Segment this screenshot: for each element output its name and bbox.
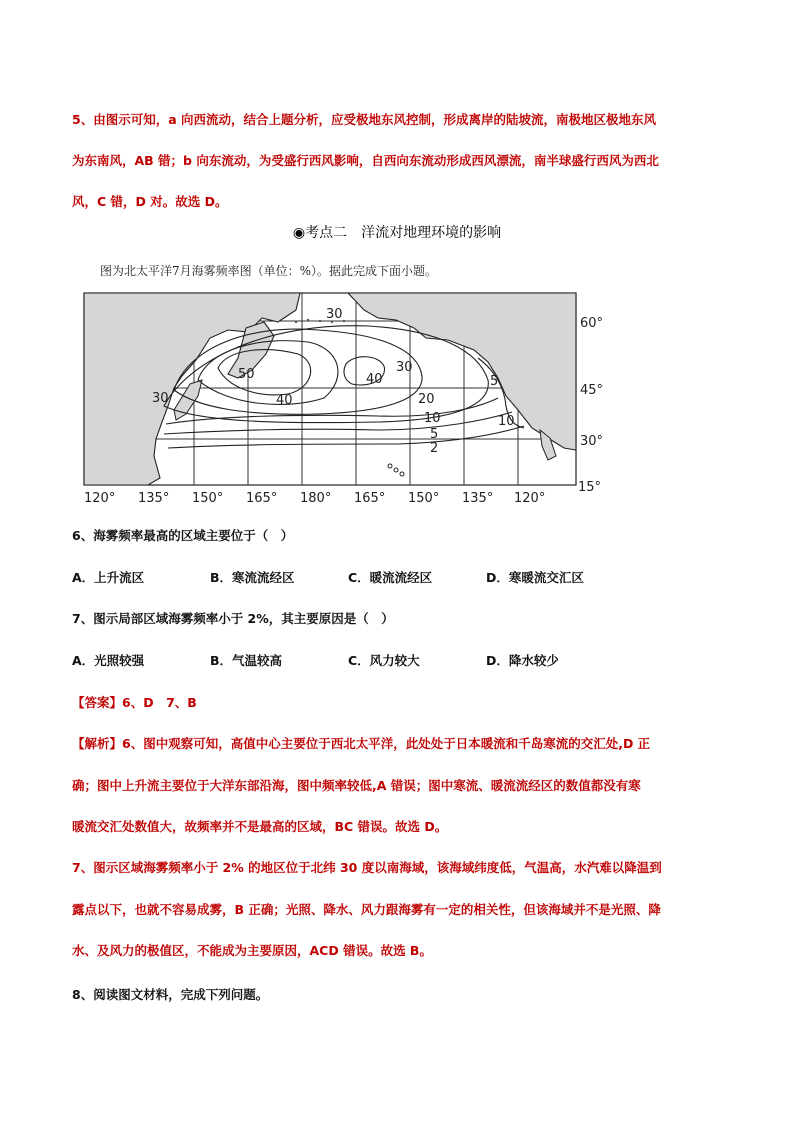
question-6-stem: 6、海雾频率最高的区域主要位于（ ） bbox=[72, 528, 294, 543]
contour-label: 10 bbox=[498, 414, 515, 429]
question-6-option-c[interactable]: C．暖流流经区 bbox=[348, 570, 433, 585]
analysis-line-4: 7、图示区域海雾频率小于 2% 的地区位于北纬 30 度以南海域，该海域纬度低，气温高，水汽难以降温到 bbox=[72, 860, 662, 875]
analysis-line-3: 暖流交汇处数值大，故频率并不是最高的区域，BC 错误。故选 D。 bbox=[72, 819, 448, 834]
lon-label: 150° bbox=[192, 491, 224, 506]
contour-label: 50 bbox=[238, 367, 255, 382]
explanation-5-line-2: 为东南风，AB 错；b 向东流动，为受盛行西风影响，自西向东流动形成西风漂流，南半球盛行西风为西北 bbox=[72, 153, 659, 168]
question-7-option-a[interactable]: A．光照较强 bbox=[72, 653, 145, 668]
lon-label: 165° bbox=[246, 491, 278, 506]
contour-label: 40 bbox=[276, 393, 293, 408]
lat-label: 60° bbox=[580, 316, 604, 331]
explanation-5-line-3: 风，C 错，D 对。故选 D。 bbox=[72, 194, 228, 209]
map-intro: 图为北太平洋7月海雾频率图（单位：%）。据此完成下面小题。 bbox=[100, 264, 438, 278]
analysis-line-5: 露点以下，也就不容易成雾，B 正确；光照、降水、风力跟海雾有一定的相关性，但该海域并不是光照、降 bbox=[72, 902, 661, 917]
lon-label: 120° bbox=[514, 491, 546, 506]
fog-frequency-map bbox=[78, 288, 618, 508]
lon-label: 180° bbox=[300, 491, 332, 506]
lat-label: 30° bbox=[580, 434, 604, 449]
lon-label: 150° bbox=[408, 491, 440, 506]
lon-label: 135° bbox=[138, 491, 170, 506]
question-7-option-d[interactable]: D．降水较少 bbox=[486, 653, 559, 668]
lat-label: 15° bbox=[578, 480, 602, 495]
question-7-option-c[interactable]: C．风力较大 bbox=[348, 653, 420, 668]
contour-label: 10 bbox=[424, 411, 441, 426]
contour-label: 5 bbox=[430, 427, 439, 442]
lon-label: 165° bbox=[354, 491, 386, 506]
question-7-option-b[interactable]: B．气温较高 bbox=[210, 653, 283, 668]
answer-line: 【答案】6、D 7、B bbox=[72, 695, 197, 710]
question-7-stem: 7、图示局部区域海雾频率小于 2%，其主要原因是（ ） bbox=[72, 611, 394, 626]
section-title: ◉考点二 洋流对地理环境的影响 bbox=[292, 225, 502, 241]
analysis-line-1: 【解析】6、图中观察可知，高值中心主要位于西北太平洋，此处处于日本暖流和千岛寒流的交汇处,D 正 bbox=[72, 736, 651, 751]
question-6-option-a[interactable]: A．上升流区 bbox=[72, 570, 145, 585]
question-6-option-d[interactable]: D．寒暖流交汇区 bbox=[486, 570, 584, 585]
contour-label: 30 bbox=[396, 360, 413, 375]
lat-label: 45° bbox=[580, 383, 604, 398]
lon-label: 120° bbox=[84, 491, 116, 506]
question-8-stem: 8、阅读图文材料，完成下列问题。 bbox=[72, 987, 269, 1002]
contour-label: 30 bbox=[152, 391, 169, 406]
contour-label: 5 bbox=[490, 374, 499, 389]
contour-label: 40 bbox=[366, 372, 383, 387]
contour-label: 20 bbox=[418, 392, 435, 407]
analysis-line-2: 确；图中上升流主要位于大洋东部沿海，图中频率较低,A 错误；图中寒流、暖流流经区的数值都没有寒 bbox=[72, 778, 641, 793]
question-6-option-b[interactable]: B．寒流流经区 bbox=[210, 570, 295, 585]
lon-label: 135° bbox=[462, 491, 494, 506]
contour-label: 30 bbox=[326, 307, 343, 322]
contour-label: 2 bbox=[430, 441, 439, 456]
explanation-5-line-1: 5、由图示可知，a 向西流动，结合上题分析，应受极地东风控制，形成离岸的陆坡流，南极地区极地东风 bbox=[72, 112, 656, 127]
analysis-line-6: 水、及风力的极值区，不能成为主要原因，ACD 错误。故选 B。 bbox=[72, 943, 432, 958]
